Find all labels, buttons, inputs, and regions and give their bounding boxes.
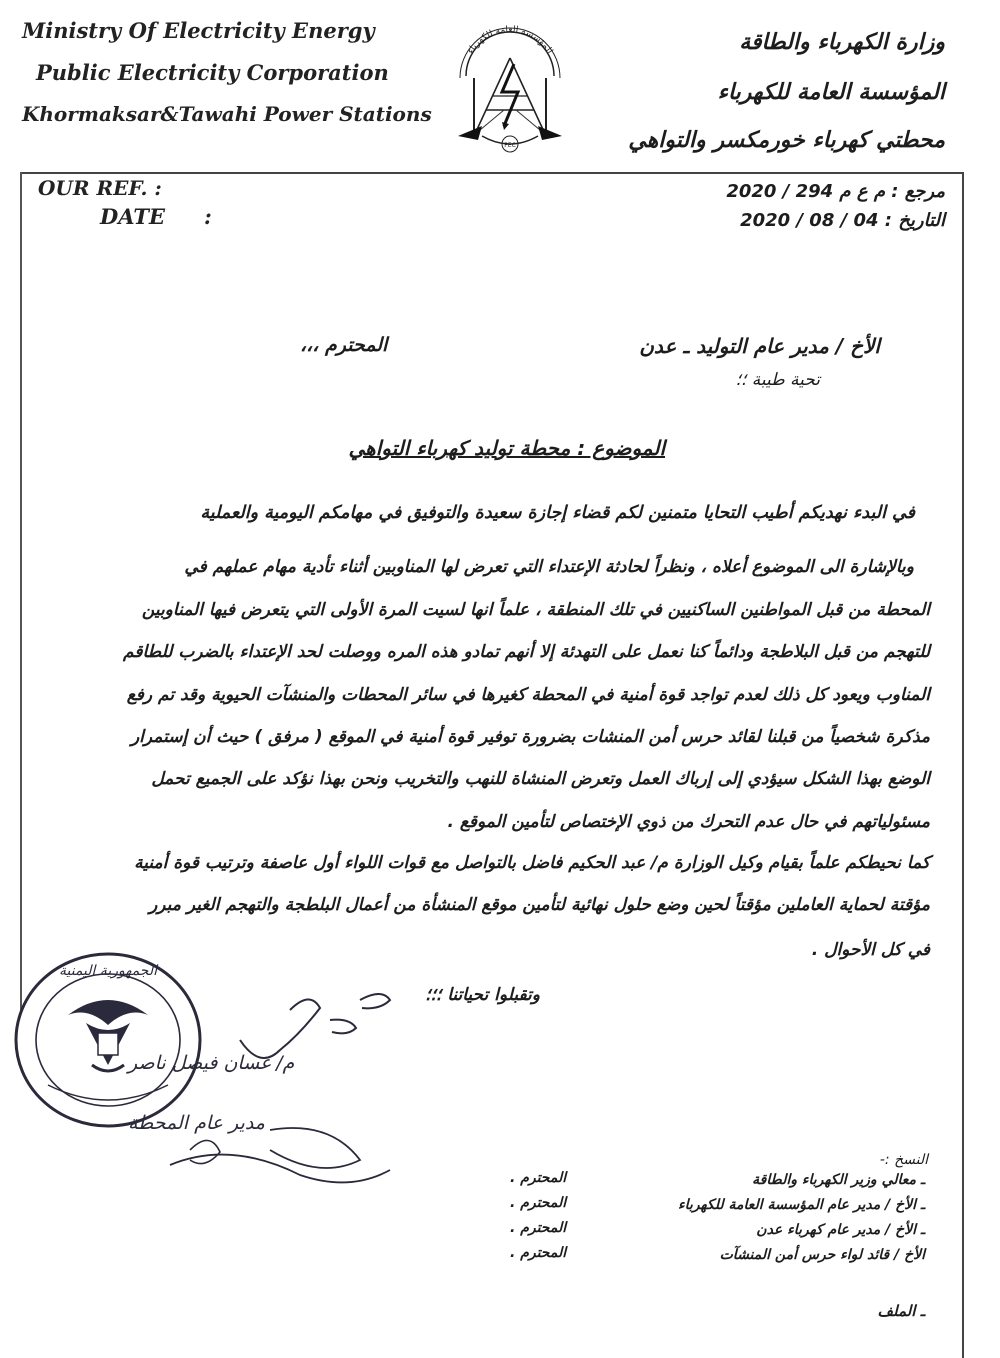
lightning-tower-icon bbox=[452, 18, 568, 158]
body-line-10: مؤقتة لحماية العاملين مؤقتاً لحين وضع حلول نهائية لتأمين موقع المنشأة من أعمال البلطجة والتهجم الغير مبرر bbox=[149, 895, 930, 915]
body-line-7: الوضع بهذا الشكل سيؤدي إلى إرباك العمل وتعرض المنشاة للنهب والتخريب ونحن بهذا نؤكد على الجميع تحمل bbox=[151, 769, 930, 789]
cc-item-4: الأخ / قائد لواء حرس أمن المنشآت bbox=[719, 1247, 925, 1263]
body-line-3: المحطة من قبل المواطنين الساكنيين في تلك المنطقة ، علماً انها لسيت المرة الأولى التي يتعرض فيها المناوبين bbox=[141, 600, 930, 620]
body-line-1: في البدء نهديكم أطيب التحايا متمنين لكم قضاء إجازة سعيدة والتوفيق في مهامكم اليومية والعملية bbox=[200, 503, 915, 523]
body-line-4: للتهجم من قبل البلاطجة ودائماً كنا نعمل على التهدئة إلا أنهم تمادو هذه المره ووصلت لحد الإعتداء بالضرب للطاقم bbox=[123, 642, 930, 662]
ministry-name-en: Ministry Of Electricity Energy bbox=[22, 18, 375, 43]
closing: وتقبلوا تحياتنا ؛؛؛ bbox=[425, 985, 540, 1005]
cc-item-1: ـ معالي وزير الكهرباء والطاقة bbox=[752, 1172, 925, 1188]
stations-name-ar: محطتي كهرباء خورمكسر والتواهي bbox=[628, 128, 945, 153]
frame-top-line bbox=[20, 172, 964, 174]
corporation-name-ar: المؤسسة العامة للكهرباء bbox=[717, 80, 945, 105]
body-line-11: في كل الأحوال . bbox=[811, 940, 930, 960]
body-line-8: مسئولياتهم في حال عدم التحرك من ذوي الإختصاص لتأمين الموقع . bbox=[447, 812, 930, 832]
greeting: تحية طيبة ؛؛ bbox=[735, 370, 820, 390]
date-colon: : bbox=[204, 204, 212, 229]
frame-left-line bbox=[20, 172, 22, 1012]
cc-label: النسخ :- bbox=[879, 1152, 928, 1168]
body-line-9: كما نحيطكم علماً بقيام وكيل الوزارة م/ عبد الحكيم فاضل بالتواصل مع قوات اللواء أول عاصفة وترتيب قوة أمنية bbox=[134, 853, 930, 873]
signatory-title: مدير عام المحطة bbox=[128, 1112, 265, 1134]
svg-text:PEC: PEC bbox=[504, 142, 516, 149]
cc-respected-1: المحترم . bbox=[510, 1170, 567, 1186]
addressee: الأخ / مدير عام التوليد ـ عدن bbox=[639, 334, 880, 358]
cc-file: ـ الملف bbox=[877, 1302, 925, 1320]
stations-name-en: Khormaksar&Tawahi Power Stations bbox=[22, 102, 432, 126]
cc-item-3: ـ الأخ / مدير عام كهرباء عدن bbox=[756, 1222, 925, 1238]
body-line-6: مذكرة شخصياً من قبلنا لقائد حرس أمن المنشات بضرورة توفير قوة أمنية في الموقع ( مرفق ) حيث أن إستمرار bbox=[130, 727, 930, 747]
date-ar: التاريخ : 04 / 08 / 2020 bbox=[740, 210, 945, 231]
svg-text:المؤسسة العامة للكهرباء: المؤسسة العامة للكهرباء bbox=[465, 24, 555, 56]
body-line-5: المناوب ويعود كل ذلك لعدم تواجد قوة أمنية في المحطة كغيرها في سائر المحطات والمنشآت الحيوية وقد تم رفع bbox=[126, 685, 930, 705]
ministry-name-ar: وزارة الكهرباء والطاقة bbox=[739, 30, 945, 55]
addressee-respected: المحترم ،،، bbox=[300, 334, 388, 356]
frame-right-line bbox=[962, 172, 964, 1358]
body-line-2: وبالإشارة الى الموضوع أعلاه ، ونظراً لحادثة الإعتداء التي تعرض لها المناوبين أثناء تأدية مهام عملهم في bbox=[184, 557, 914, 577]
cc-respected-2: المحترم . bbox=[510, 1195, 567, 1211]
date-label: DATE bbox=[100, 204, 165, 229]
signatory-name: م/ غسان فيصل ناصر bbox=[128, 1052, 295, 1074]
ref-number-ar: مرجع : م ع م 294 / 2020 bbox=[726, 181, 945, 202]
cc-respected-4: المحترم . bbox=[510, 1245, 567, 1261]
handwritten-signature bbox=[150, 970, 510, 1200]
cc-item-2: ـ الأخ / مدير عام المؤسسة العامة للكهرباء bbox=[678, 1197, 925, 1213]
subject-line: الموضوع : محطة توليد كهرباء التواهي bbox=[348, 436, 665, 460]
corporation-logo bbox=[452, 18, 568, 158]
svg-text:الجمهورية اليمنية: الجمهورية اليمنية bbox=[58, 963, 158, 979]
corporation-name-en: Public Electricity Corporation bbox=[36, 60, 389, 85]
cc-respected-3: المحترم . bbox=[510, 1220, 567, 1236]
our-ref-label: OUR REF. : bbox=[38, 176, 162, 200]
